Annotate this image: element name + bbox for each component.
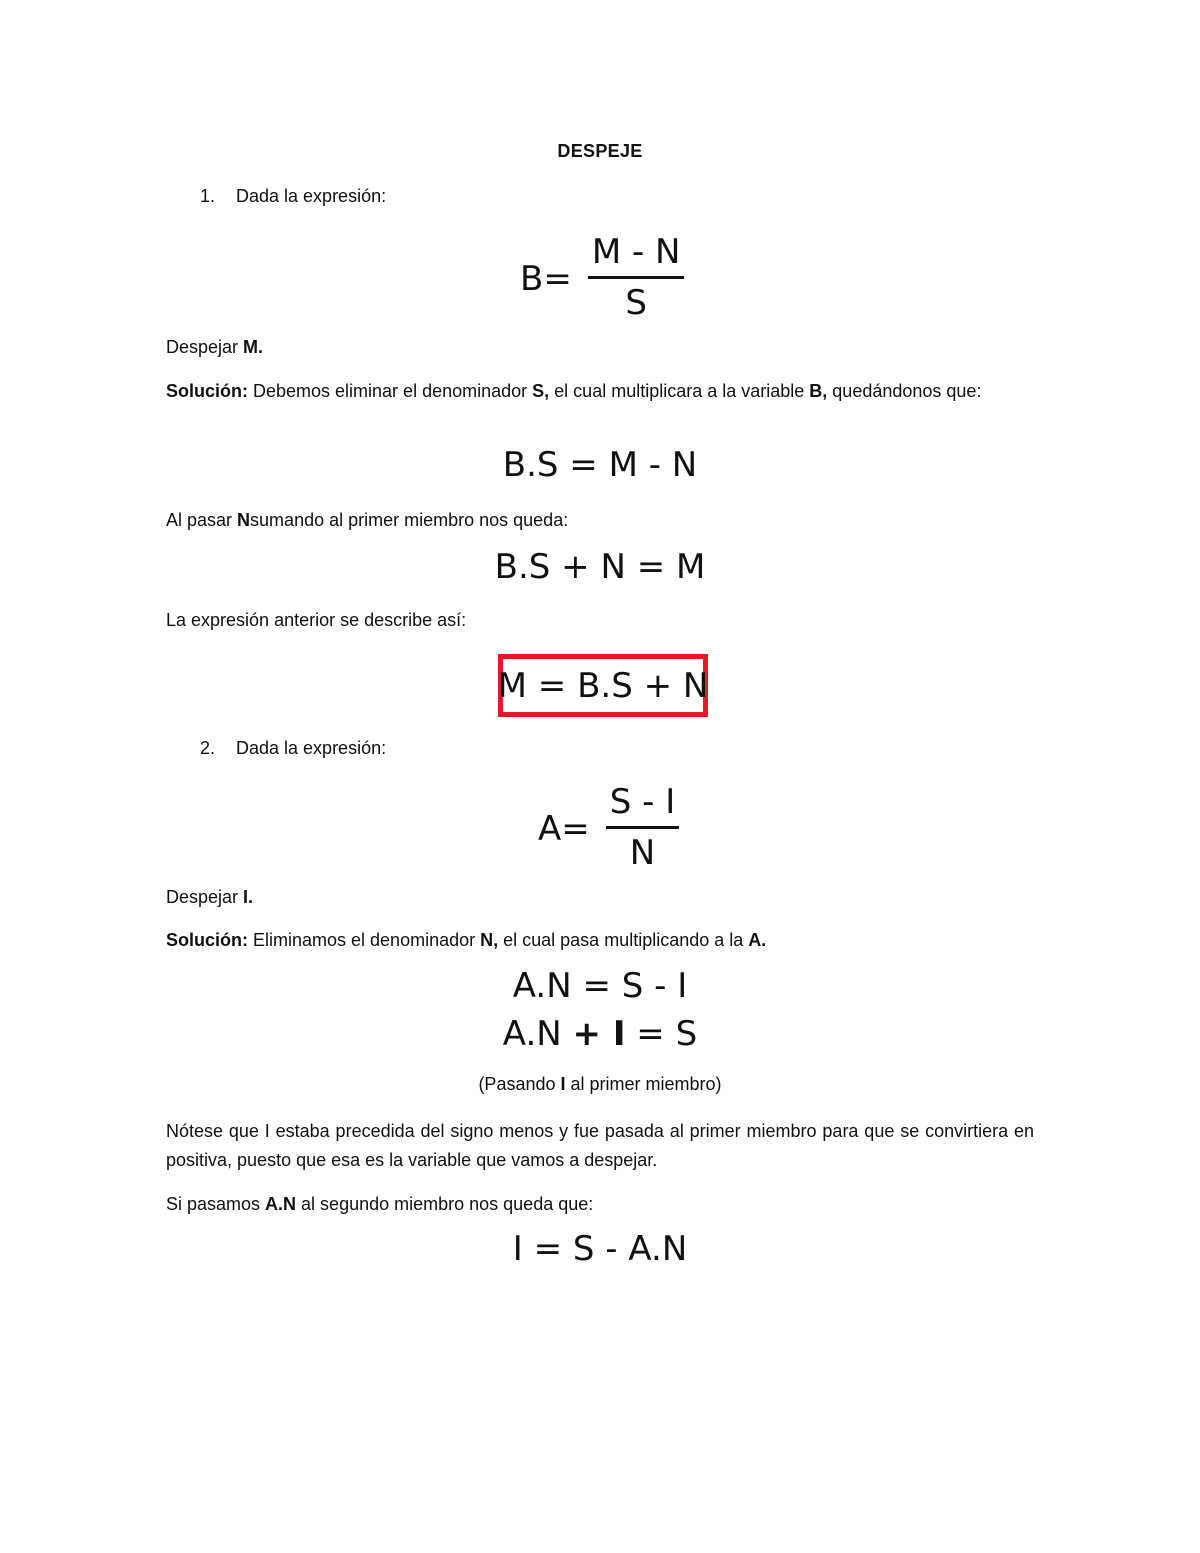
- item1-equation-1: B.S = M - N: [502, 445, 698, 485]
- item2-step-prefix: Si pasamos: [166, 1194, 266, 1214]
- item2-formula: [538, 782, 679, 875]
- item2-solution-text-2: el cual pasa multiplicando a la: [498, 930, 749, 950]
- item1-solution-var-s: S,: [532, 381, 550, 401]
- item2-fraction-numerator: S - I: [606, 782, 680, 829]
- item2-step-var: A.N: [265, 1194, 297, 1214]
- item2-fraction-denominator: N: [629, 833, 656, 873]
- item2-solution-var-a: A.: [748, 930, 767, 950]
- item2-equation-2-rhs: = S: [625, 1014, 698, 1054]
- item1-formula-lhs: B=: [520, 258, 572, 299]
- item2-caption-var: I: [560, 1074, 566, 1094]
- item2-task-var: I.: [243, 887, 254, 907]
- item1-solution: [166, 377, 1034, 406]
- item1-describe: La expresión anterior se describe así:: [166, 610, 467, 630]
- item1-equation-2: B.S + N = M: [494, 547, 706, 587]
- item1-step: [166, 506, 568, 535]
- item2-equation-2: [0, 1014, 1200, 1054]
- item1-fraction-numerator: M - N: [588, 232, 685, 279]
- item2-step: [166, 1190, 593, 1219]
- item1-solution-text-2: el cual multiplicara a la variable: [549, 381, 810, 401]
- item1-step-text: sumando al primer miembro nos queda:: [250, 510, 569, 530]
- item2-equation-2-lhs: A.N: [502, 1014, 573, 1054]
- item2-caption: [0, 1074, 1200, 1095]
- item2-task: [166, 883, 253, 912]
- item1-formula: [520, 232, 684, 325]
- item1-solution-text-1: Debemos eliminar el denominador: [248, 381, 533, 401]
- item2-solution: [166, 926, 766, 955]
- item2-formula-lhs: A=: [538, 808, 590, 849]
- item1-result-box: [498, 654, 708, 717]
- page-title: DESPEJE: [557, 141, 643, 161]
- item1-fraction: [588, 232, 685, 325]
- item1-solution-var-b: B,: [809, 381, 828, 401]
- item1-result: M = B.S + N: [497, 665, 709, 706]
- item2-result: I = S - A.N: [512, 1229, 688, 1269]
- item1-solution-text-3: quedándonos que:: [827, 381, 982, 401]
- item1-heading: [200, 182, 386, 211]
- item1-solution-label: Solución:: [166, 381, 248, 401]
- item1-step-var: N: [237, 510, 251, 530]
- item2-number: 2.: [200, 738, 216, 758]
- item2-equation-1: A.N = S - I: [512, 966, 688, 1006]
- item1-task: [166, 333, 263, 362]
- item1-intro: Dada la expresión:: [236, 186, 387, 206]
- item2-task-text: Despejar: [166, 887, 244, 907]
- item2-equation-2-added: + I: [572, 1014, 626, 1054]
- item2-solution-var-n: N,: [480, 930, 499, 950]
- item2-caption-close: al primer miembro): [565, 1074, 722, 1094]
- item2-solution-text-1: Eliminamos el denominador: [248, 930, 481, 950]
- item2-caption-open: (Pasando: [478, 1074, 561, 1094]
- item1-fraction-denominator: S: [625, 283, 647, 323]
- item1-task-var: M.: [243, 337, 264, 357]
- item2-note: Nótese que I estaba precedida del signo menos y fue pasada al primer miembro para que se convirtiera en positiva, puesto que esa es la variable que vamos a despejar.: [166, 1121, 1034, 1170]
- item2-heading: [200, 734, 386, 763]
- item1-task-text: Despejar: [166, 337, 244, 357]
- item2-intro: Dada la expresión:: [236, 738, 387, 758]
- item1-number: 1.: [200, 186, 216, 206]
- item2-step-text: al segundo miembro nos queda que:: [296, 1194, 594, 1214]
- item2-solution-label: Solución:: [166, 930, 248, 950]
- item1-step-prefix: Al pasar: [166, 510, 238, 530]
- item2-fraction: [606, 782, 680, 875]
